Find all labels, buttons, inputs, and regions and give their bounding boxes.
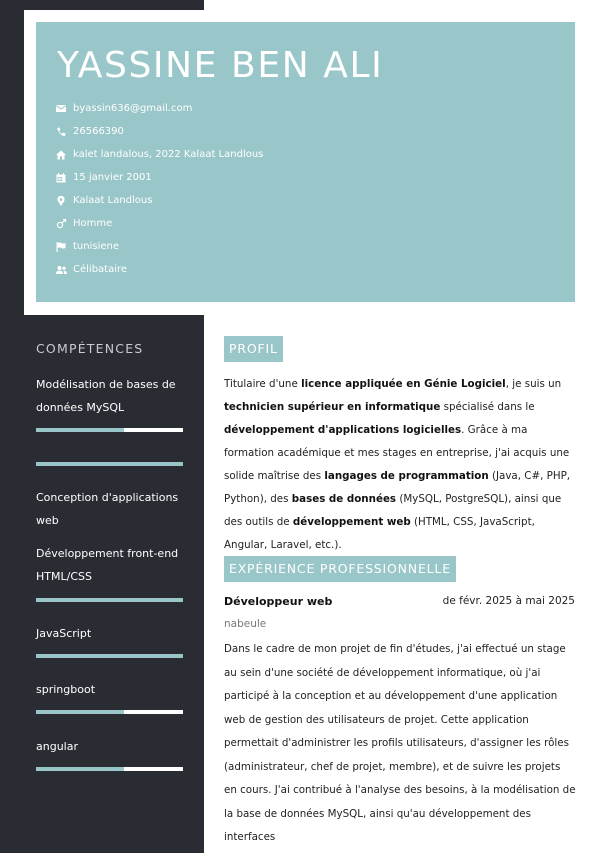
job-description: Dans le cadre de mon projet de fin d'études, j'ai effectué un stage au sein d'une société de développement informatique, où j'ai participé à la conception et au développement d'une application web de gestion des utilisateurs de projet. Cette application permettait d'administrer les profils utilisateurs, d'assigner les rôles (administrateur, chef de projet, membre), et de suivre les projets en cours. J'ai contribué à l'analyse des besoins, à la modélisation de la base de données MySQL, ainsi qu'au développement des interfaces (224, 643, 576, 843)
skill-name: springboot (36, 683, 96, 696)
skill-name: Conception d'applications web (36, 491, 179, 527)
contact-address-text: kalet landalous, 2022 Kalaat Landlous (73, 149, 264, 160)
contact-gender-text: Homme (73, 218, 113, 229)
skill-bar-fill (36, 710, 124, 714)
profile-highlight: développement d'applications logicielles (224, 424, 462, 436)
profile-heading: PROFIL (224, 336, 283, 362)
profile-highlight: développement web (292, 516, 411, 528)
contact-marital-status (56, 263, 127, 277)
gender-icon (56, 217, 66, 231)
skill-bar (36, 654, 183, 658)
job-title: Développeur web (224, 595, 333, 608)
skill-bar (36, 428, 183, 432)
contact-birthdate-text: 15 janvier 2001 (73, 172, 152, 183)
skill-bar (36, 462, 183, 466)
profile-highlight: licence appliquée en Génie Logiciel (301, 378, 506, 390)
contact-phone (56, 125, 124, 139)
profile-highlight: bases de données (291, 493, 397, 505)
profile-segment: (Java, C#, PHP, Python), des (224, 470, 571, 505)
contact-phone-text: 26566390 (73, 126, 124, 137)
home-icon (56, 148, 66, 162)
users-icon (56, 263, 66, 277)
profile-segment: Titulaire d'une (224, 378, 302, 390)
phone-icon (56, 125, 66, 139)
skill-bar-fill (36, 654, 183, 658)
experience-heading: EXPÉRIENCE PROFESSIONNELLE (224, 556, 456, 582)
skill-name: angular (36, 740, 78, 753)
profile-segment: (MySQL, PostgreSQL), ainsi que des outils de (224, 493, 562, 528)
profile-text (224, 373, 579, 557)
skill-bar-fill (36, 598, 183, 602)
contact-gender (56, 217, 112, 231)
contact-birthdate (56, 171, 152, 185)
skill-bar (36, 767, 183, 771)
contact-address (56, 148, 263, 162)
skill-bar-fill (36, 767, 124, 771)
skill-bar-fill (36, 428, 124, 432)
profile-highlight: technicien supérieur en informatique (224, 401, 441, 413)
calendar-icon (56, 171, 66, 185)
envelope-icon (56, 102, 66, 116)
skill-bar (36, 710, 183, 714)
profile-highlight: langages de programmation (324, 470, 489, 482)
skill-bar (36, 598, 183, 602)
contact-email-text: byassin636@gmail.com (73, 103, 193, 114)
contact-nationality (56, 240, 119, 254)
skills-heading: COMPÉTENCES (36, 341, 144, 356)
skill-bar-fill (36, 462, 183, 466)
profile-segment: . Grâce à ma formation académique et mes stages en entreprise, j'ai acquis une solide maîtrise des (224, 424, 570, 482)
contact-city (56, 194, 152, 208)
skill-name: Modélisation de bases de données MySQL (36, 378, 176, 414)
skill-name: Développement front-end HTML/CSS (36, 547, 179, 583)
profile-segment: , je suis un (505, 378, 562, 390)
map-pin-icon (56, 194, 66, 208)
flag-icon (56, 240, 66, 254)
job-dates: de févr. 2025 à mai 2025 (442, 595, 575, 607)
skill-name: JavaScript (36, 627, 92, 640)
contact-email (56, 102, 192, 116)
contact-city-text: Kalaat Landlous (73, 195, 153, 206)
profile-segment: (HTML, CSS, JavaScript, Angular, Laravel, etc.). (224, 516, 535, 551)
contact-marital-status-text: Célibataire (73, 264, 128, 275)
contact-nationality-text: tunisiene (73, 241, 120, 252)
job-company: nabeule (224, 618, 267, 630)
profile-segment: spécialisé dans le (440, 401, 535, 413)
candidate-name: YASSINE BEN ALI (57, 45, 384, 86)
